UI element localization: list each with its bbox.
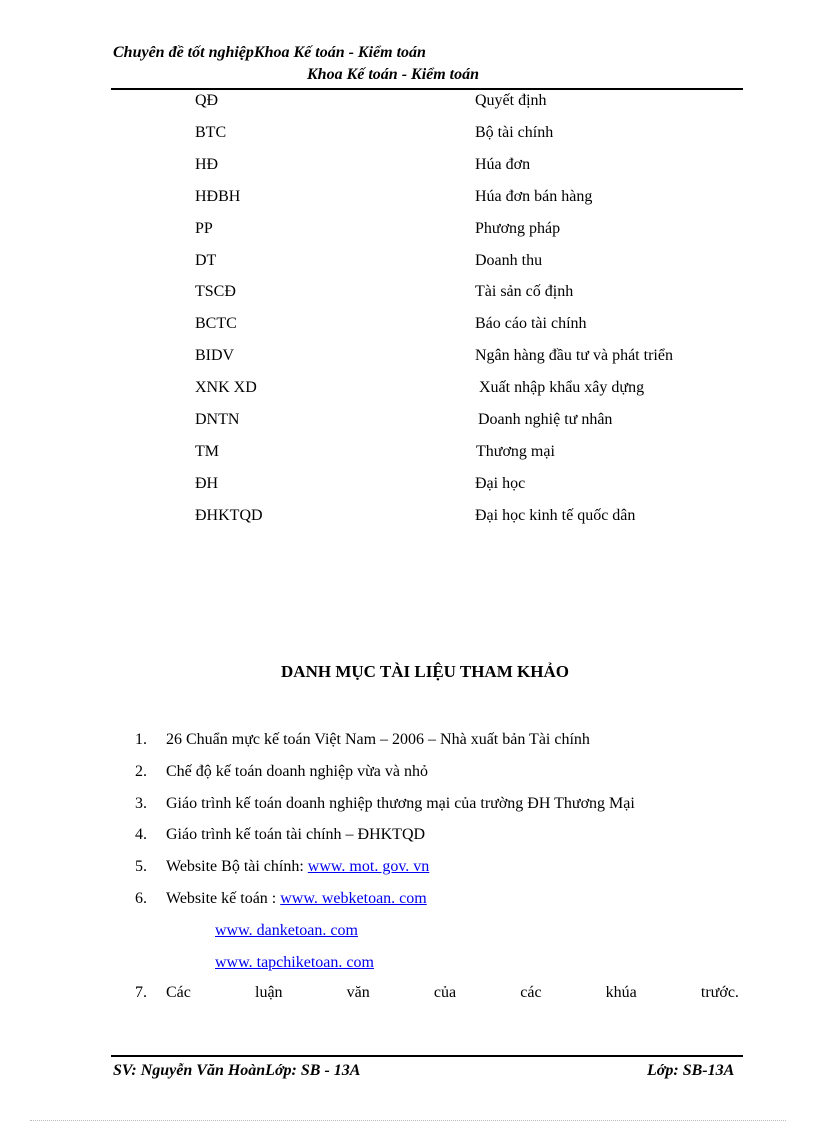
reference-text: Website Bộ tài chính:: [166, 858, 308, 875]
abbr-meaning: Thương mại: [476, 443, 555, 460]
link-mot-gov[interactable]: www. mot. gov. vn: [307, 858, 430, 875]
reference-number: 5.: [135, 858, 147, 875]
reference-number: 4.: [135, 826, 147, 843]
references-title: DANH MỤC TÀI LIỆU THAM KHẢO: [281, 662, 569, 681]
reference-text: Website kế toán :: [166, 890, 281, 907]
reference-number: 7.: [135, 984, 147, 1001]
header-line-2: Khoa Kế toán - Kiểm toán: [307, 66, 480, 83]
link-webketoan[interactable]: www. webketoan. com: [280, 890, 427, 907]
abbr-meaning: Bộ tài chính: [475, 124, 554, 141]
footer-class: Lớp: SB-13A: [647, 1062, 735, 1079]
reference-item-7: [166, 983, 739, 1003]
abbr-term: ĐH: [195, 475, 219, 492]
reference-word: của: [433, 984, 457, 1001]
footer-rule: [111, 1055, 743, 1057]
abbr-meaning: Phương pháp: [475, 220, 561, 237]
link-danketoan[interactable]: www. danketoan. com: [215, 922, 358, 939]
abbr-term: XNK XD: [195, 379, 257, 396]
abbr-term: TM: [195, 443, 219, 460]
reference-word: khúa: [605, 984, 637, 1001]
reference-number: 1.: [135, 731, 147, 748]
abbr-meaning: Doanh thu: [475, 252, 543, 269]
abbr-term: BTC: [195, 124, 227, 141]
reference-word: Các: [166, 984, 191, 1001]
abbr-meaning: Ngân hàng đầu tư và phát triển: [475, 347, 673, 364]
abbr-meaning: Đại học kinh tế quốc dân: [475, 507, 636, 524]
reference-number: 3.: [135, 795, 147, 812]
abbr-term: HĐBH: [195, 188, 241, 205]
abbr-meaning: Tài sản cố định: [475, 283, 574, 300]
reference-number: 2.: [135, 763, 147, 780]
reference-text: Giáo trình kế toán tài chính – ĐHKTQD: [166, 826, 426, 843]
reference-word: trước.: [700, 984, 739, 1001]
header-rule: [111, 88, 743, 90]
abbr-term: PP: [195, 220, 213, 237]
abbr-term: TSCĐ: [195, 283, 236, 300]
reference-number: 6.: [135, 890, 147, 907]
abbr-meaning: Húa đơn bán hàng: [475, 188, 593, 205]
abbr-term: DT: [195, 252, 217, 269]
abbr-meaning: Doanh nghiệ tư nhân: [478, 411, 613, 428]
abbr-meaning: Đại học: [475, 475, 526, 492]
abbr-term: BIDV: [195, 347, 235, 364]
abbr-term: QĐ: [195, 92, 219, 109]
abbr-term: BCTC: [195, 315, 237, 332]
reference-text: Giáo trình kế toán doanh nghiệp thương mại của trường ĐH Thương Mại: [166, 795, 635, 812]
reference-word: luận: [255, 984, 283, 1001]
reference-text: Chế độ kế toán doanh nghiệp vừa và nhỏ: [166, 763, 428, 780]
reference-text: 26 Chuẩn mực kế toán Việt Nam – 2006 – Nhà xuất bản Tài chính: [166, 731, 590, 748]
abbr-meaning: Quyết định: [475, 92, 547, 109]
header-line-1: Chuyên đề tốt nghiệpKhoa Kế toán - Kiểm toán: [113, 44, 426, 61]
link-tapchiketoan[interactable]: www. tapchiketoan. com: [215, 954, 374, 971]
reference-item-5: [166, 857, 429, 877]
page-bottom-border: [30, 1120, 786, 1121]
abbr-term: ĐHKTQD: [195, 507, 263, 524]
abbr-meaning: Húa đơn: [475, 156, 531, 173]
abbr-term: DNTN: [195, 411, 240, 428]
reference-item-6: [166, 889, 427, 909]
abbr-meaning: Xuất nhập khẩu xây dựng: [479, 379, 645, 396]
footer-student: SV: Nguyễn Văn HoànLớp: SB - 13A: [113, 1062, 361, 1079]
abbr-term: HĐ: [195, 156, 219, 173]
abbr-meaning: Báo cáo tài chính: [475, 315, 587, 332]
reference-word: các: [520, 984, 542, 1001]
reference-word: văn: [346, 984, 370, 1001]
